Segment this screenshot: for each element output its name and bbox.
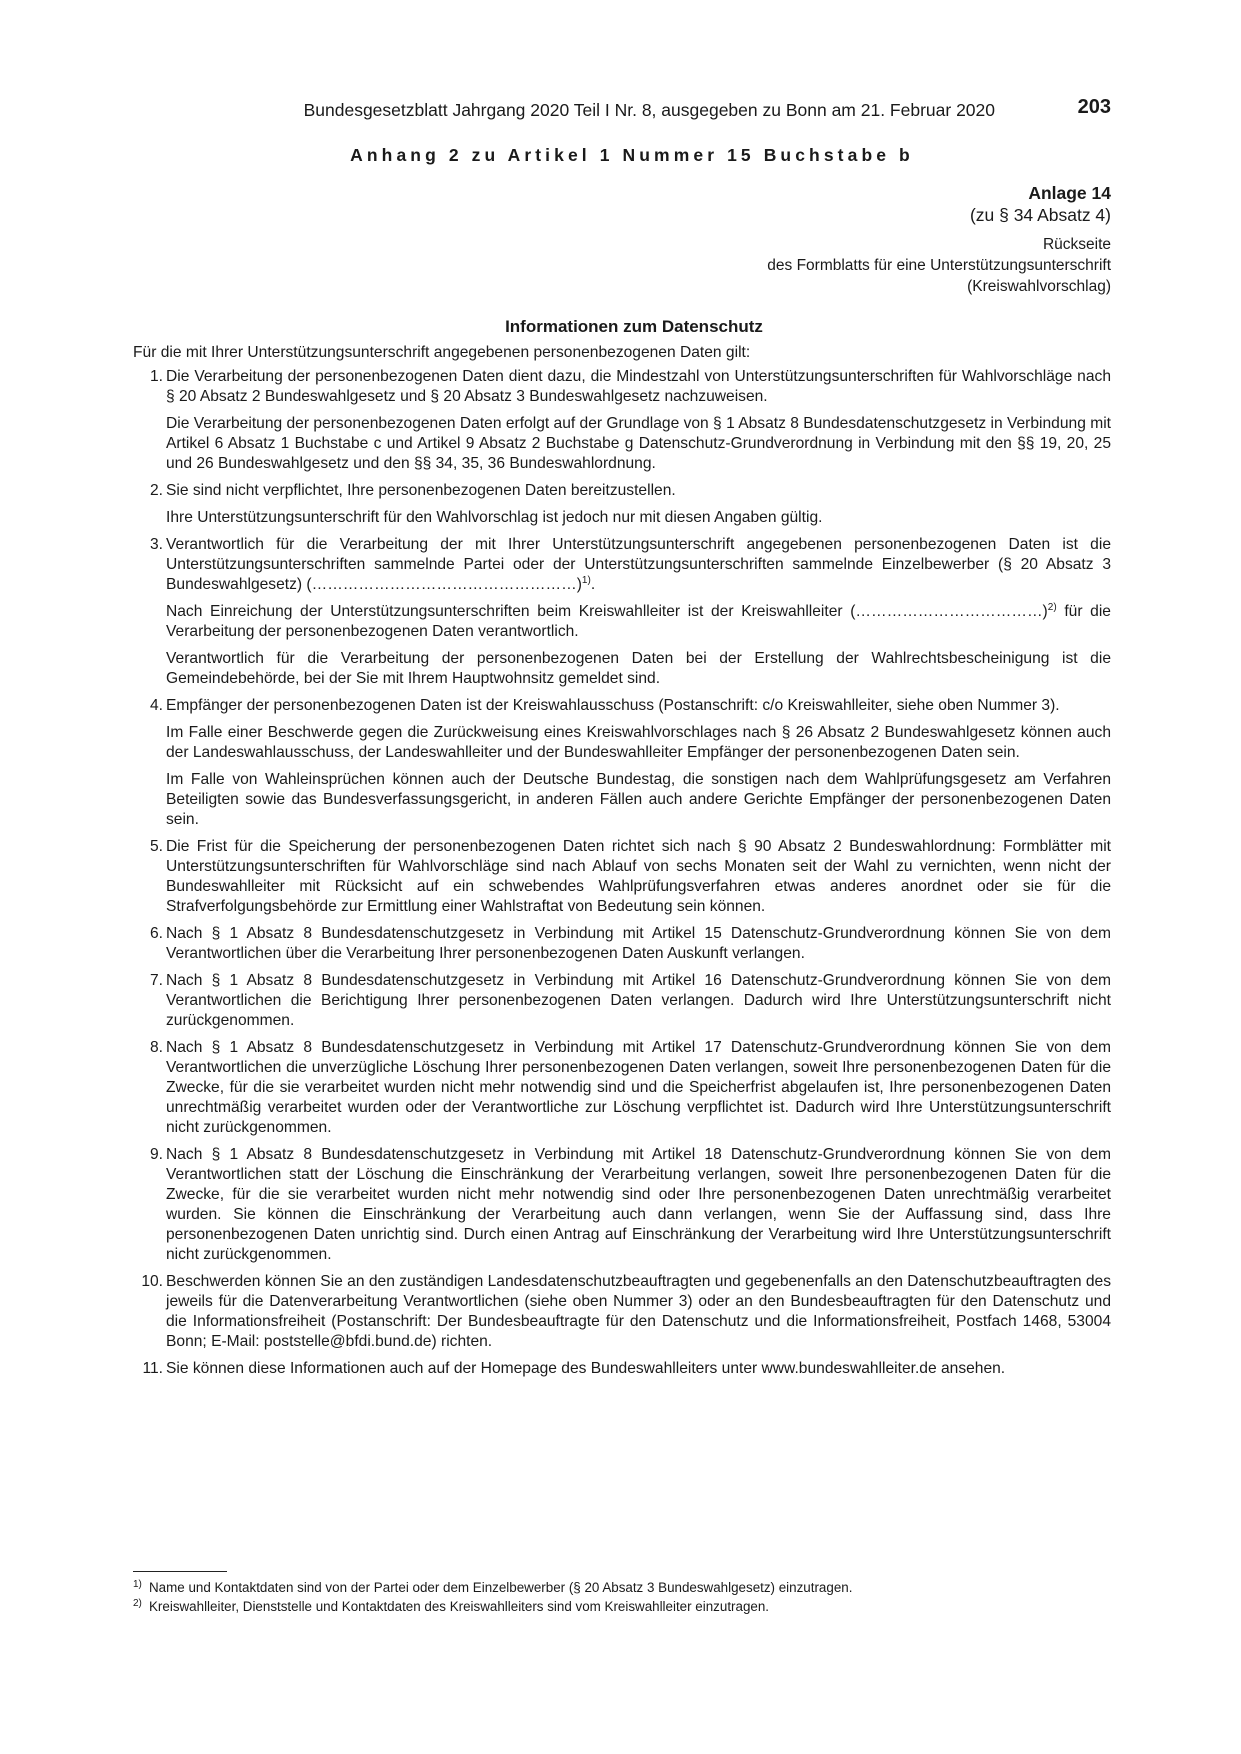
list-item-paragraph: Im Falle von Wahleinsprüchen können auch der Deutsche Bundestag, die sonstigen nach dem Wahlprüfungsgesetz am Verfahren Beteiligten sowie das Bundesverfassungsgericht, in anderen Fällen auch andere Gerichte Empfänger der personenbezogenen Daten sein. [166, 771, 1111, 828]
form-description-line: (Kreiswahlvorschlag) [967, 278, 1111, 295]
list-item [133, 837, 1111, 917]
form-description [133, 234, 1111, 297]
list-item [133, 1038, 1111, 1138]
list-item-paragraph: Sie können diese Informationen auch auf der Homepage des Bundeswahlleiters unter www.bundeswahlleiter.de ansehen. [166, 1360, 1006, 1377]
list-item-number: 1. [149, 368, 163, 385]
running-header [133, 96, 1111, 126]
list-item-paragraph: Sie sind nicht verpflichtet, Ihre personenbezogenen Daten bereitzustellen. [166, 482, 676, 499]
list-item-number: 11. [142, 1360, 163, 1377]
list-item-paragraph: Empfänger der personenbezogenen Daten ist der Kreiswahlausschuss (Postanschrift: c/o Kreiswahlleiter, siehe oben Nummer 3). [166, 697, 1060, 714]
list-item [133, 367, 1111, 474]
anlage-reference: (zu § 34 Absatz 4) [969, 205, 1111, 225]
list-item-paragraph: Beschwerden können Sie an den zuständigen Landesdatenschutzbeauftragten und gegebenenfalls an den Datenschutzbeauftragten des jeweils für die Datenverarbeitung Verantwortlichen (siehe oben Nummer 3) oder an den Bundesbeauftragten für den Datenschutz und die Informationsfreiheit (Postanschrift: Der Bundesbeauftragte für den Datenschutz und die Informationsfreiheit, Postfach 1468, 53004 Bonn; E-Mail: poststelle@bfdi.bund.de) richten. [166, 1273, 1112, 1350]
footnote-text: Kreiswahlleiter, Dienststelle und Kontaktdaten des Kreiswahlleiters sind vom Kreiswahlleiter einzutragen. [149, 1599, 770, 1614]
footnote-rule [133, 1571, 227, 1572]
list-item-number: 6. [149, 925, 163, 942]
list-item [133, 696, 1111, 830]
document-page [133, 96, 1111, 1386]
list-item-number: 4. [149, 697, 163, 714]
list-item-number: 9. [149, 1146, 163, 1163]
list-item-paragraph: Nach Einreichung der Unterstützungsunterschriften beim Kreiswahlleiter ist der Kreiswahlleiter (………………………………)$^{2)}$ für die Verarbeitung der personenbezogenen Daten verantwortlich. [166, 601, 1111, 640]
form-description-line: Rückseite [1042, 236, 1111, 253]
footnote-reference: 2) [1047, 601, 1057, 613]
list-item-paragraph: Verantwortlich für die Verarbeitung der personenbezogenen Daten bei der Erstellung der Wahlrechtsbescheinigung ist die Gemeindebehörde, bei der Sie mit Ihrem Hauptwohnsitz gemeldet sind. [166, 650, 1111, 687]
footnote: $^{1)}$ Name und Kontaktdaten sind von der Partei oder dem Einzelbewerber (§ 20 Absatz 3 Bundeswahlgesetz) einzutragen. [133, 1578, 853, 1595]
list-item-paragraph: Im Falle einer Beschwerde gegen die Zurückweisung eines Kreiswahlvorschlages nach § 26 Absatz 2 Bundeswahlgesetz können auch der Landeswahlausschuss, der Landeswahlleiter und der Bundeswahlleiter Empfänger der personenbezogenen Daten sein. [166, 724, 1111, 761]
list-item-paragraph: Nach § 1 Absatz 8 Bundesdatenschutzgesetz in Verbindung mit Artikel 17 Datenschutz-Grundverordnung können Sie von dem Verantwortlichen die unverzügliche Löschung Ihrer personenbezogenen Daten verlangen, soweit Ihre personenbezogenen Daten für die Zwecke, für die sie verarbeitet wurden nicht mehr notwendig sind und die Speicherfrist abgelaufen ist, Ihre personenbezogenen Daten unrechtmäßig verarbeitet wurden oder der Verantwortliche zur Löschung verpflichtet ist. Dadurch wird Ihre Unterstützungsunterschrift nicht zurückgenommen. [166, 1039, 1111, 1136]
anlage-block [133, 182, 1111, 297]
footnotes [133, 1578, 1111, 1616]
form-description-line: des Formblatts für eine Unterstützungsunterschrift [767, 257, 1111, 274]
list-item-paragraph: Nach § 1 Absatz 8 Bundesdatenschutzgesetz in Verbindung mit Artikel 15 Datenschutz-Grundverordnung können Sie von dem Verantwortlichen über die Verarbeitung Ihrer personenbezogenen Daten Auskunft verlangen. [166, 925, 1111, 962]
footnote-text: Name und Kontaktdaten sind von der Partei oder dem Einzelbewerber (§ 20 Absatz 3 Bundeswahlgesetz) einzutragen. [149, 1580, 853, 1595]
numbered-list [133, 367, 1111, 1379]
intro-text: Für die mit Ihrer Unterstützungsunterschrift angegebenen personenbezogenen Daten gilt: [133, 344, 751, 361]
anlage-title: Anlage 14 [1028, 183, 1111, 203]
list-item-number: 8. [149, 1039, 163, 1056]
section-heading: Informationen zum Datenschutz [505, 317, 763, 336]
list-item-paragraph: Nach § 1 Absatz 8 Bundesdatenschutzgesetz in Verbindung mit Artikel 18 Datenschutz-Grundverordnung können Sie von dem Verantwortlichen statt der Löschung die Einschränkung der Verarbeitung verlangen, soweit Ihre personenbezogenen Daten für die Zwecke, für die sie verarbeitet wurden nicht mehr notwendig sind oder Ihre personenbezogenen Daten unrechtmäßig verarbeitet wurden. Sie können die Einschränkung der Verarbeitung auch dann verlangen, wenn Sie der Auffassung sind, dass Ihre personenbezogenen Daten unrichtig sind. Durch einen Antrag auf Einschränkung der Verarbeitung wird Ihre Unterstützungsunterschrift nicht zurückgenommen. [166, 1146, 1111, 1263]
footnote: $^{2)}$ Kreiswahlleiter, Dienststelle und Kontaktdaten des Kreiswahlleiters sind vom Kreiswahlleiter einzutragen. [133, 1597, 770, 1614]
list-item-number: 5. [149, 838, 163, 855]
list-item-paragraph: Ihre Unterstützungsunterschrift für den Wahlvorschlag ist jedoch nur mit diesen Angaben gültig. [166, 509, 823, 526]
list-item [133, 971, 1111, 1031]
list-item [133, 535, 1111, 689]
page-number: 203 [1077, 96, 1111, 118]
list-item [133, 481, 1111, 528]
list-item-number: 2. [149, 482, 163, 499]
running-title: Bundesgesetzblatt Jahrgang 2020 Teil I Nr. 8, ausgegeben zu Bonn am 21. Februar 2020 [303, 100, 995, 120]
list-item-number: 7. [149, 972, 163, 989]
list-item-number: 3. [149, 536, 163, 553]
list-item-paragraph: Die Verarbeitung der personenbezogenen Daten dient dazu, die Mindestzahl von Unterstützungsunterschriften für Wahlvorschläge nach § 20 Absatz 2 Bundeswahlgesetz und § 20 Absatz 3 Bundeswahlgesetz nachzuweisen. [166, 368, 1111, 405]
list-item [133, 1359, 1111, 1379]
list-item-paragraph: Verantwortlich für die Verarbeitung der mit Ihrer Unterstützungsunterschrift angegebenen personenbezogenen Daten ist die Unterstützungsunterschriften sammelnde Partei oder der Unterstützungsunterschriften sammelnde Einzelbewerber (§ 20 Absatz 3 Bundeswahlgesetz) (……………………………………………)$^{1)}$. [166, 536, 1111, 593]
list-item-paragraph: Nach § 1 Absatz 8 Bundesdatenschutzgesetz in Verbindung mit Artikel 16 Datenschutz-Grundverordnung können Sie von dem Verantwortlichen die Berichtigung Ihrer personenbezogenen Daten verlangen. Dadurch wird Ihre Unterstützungsunterschrift nicht zurückgenommen. [166, 972, 1111, 1029]
list-item-number: 10. [141, 1273, 163, 1290]
list-item [133, 924, 1111, 964]
annex-title: Anhang 2 zu Artikel 1 Nummer 15 Buchstabe b [350, 145, 914, 165]
list-item-paragraph: Die Verarbeitung der personenbezogenen Daten erfolgt auf der Grundlage von § 1 Absatz 8 Bundesdatenschutzgesetz in Verbindung mit Artikel 6 Absatz 1 Buchstabe c und Artikel 9 Absatz 2 Buchstabe g Datenschutz-Grundverordnung in Verbindung mit den §§ 19, 20, 25 und 26 Bundeswahlgesetz und den §§ 34, 35, 36 Bundeswahlordnung. [166, 415, 1111, 472]
list-item [133, 1272, 1111, 1352]
footnote-reference: 1) [581, 574, 591, 586]
list-item-paragraph: Die Frist für die Speicherung der personenbezogenen Daten richtet sich nach § 90 Absatz 2 Bundeswahlordnung: Formblätter mit Unterstützungsunterschriften für Wahlvorschläge sind nach Ablauf von sechs Monaten seit der Wahl zu vernichten, wenn nicht der Bundeswahlleiter mit Rücksicht auf ein schwebendes Wahlprüfungsverfahren etwas anderes anordnet oder sie für die Strafverfolgungsbehörde zur Ermittlung einer Wahlstraftat von Bedeutung sein können. [166, 838, 1111, 915]
list-item [133, 1145, 1111, 1265]
